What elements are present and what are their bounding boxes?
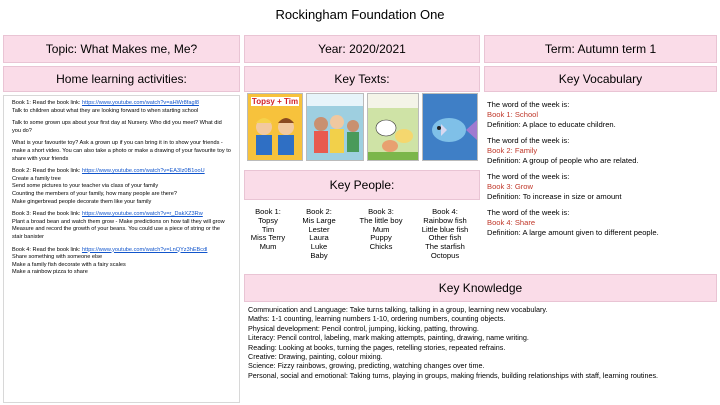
topic-label: Topic: What Makes me, Me? — [45, 42, 198, 56]
activity-book3 — [12, 211, 231, 241]
vocab-definition: Definition: To increase in size or amount — [487, 192, 622, 201]
vocab-word: Book 2: Family — [487, 146, 538, 155]
topic-box — [3, 35, 240, 63]
vocab-entry — [487, 100, 715, 130]
book-cover-family — [306, 93, 364, 161]
people-book-label: Book 1: — [255, 207, 281, 216]
people-book-label: Book 4: — [432, 207, 458, 216]
activity-text: Measure and record the growth of your beans. You could use a piece of string or the stair banister — [12, 226, 221, 240]
cover-illustration — [423, 94, 478, 161]
activity-text: Book 4: Read the book link: — [12, 246, 82, 253]
person-name: Baby — [310, 250, 328, 260]
knowledge-line: Communication and Language: Take turns talking, talking in a group, learning new vocabulary. — [248, 305, 548, 314]
people-book4 — [412, 208, 478, 261]
vocab-intro: The word of the week is: — [487, 208, 570, 217]
knowledge-line: Literacy: Pencil control, labeling, mark making attempts, painting, drawing, name writing. — [248, 333, 529, 343]
year-box — [244, 35, 480, 63]
activity-text: Book 2: Read the book link: — [12, 168, 82, 175]
vocab-intro: The word of the week is: — [487, 172, 570, 181]
person-name: Tim — [261, 224, 275, 234]
person-name: Lester — [308, 224, 330, 234]
key-vocabulary-heading: Key Vocabulary — [558, 72, 643, 86]
people-book-label: Book 2: — [306, 207, 332, 216]
key-people-heading-box — [244, 170, 480, 200]
person-name: Mum — [372, 224, 390, 234]
activity-text: Make a rainbow pizza to share — [12, 269, 88, 276]
activity-book1 — [12, 100, 231, 115]
person-name: The little boy — [359, 215, 403, 225]
activity-favourite-toy — [12, 140, 231, 163]
activity-text: Talk to some grown ups about your first day at Nursery. Who did you meet? What did you do? — [12, 120, 222, 134]
people-book1 — [246, 208, 290, 252]
cover-title: Topsy + Tim — [251, 97, 299, 106]
person-name: Mis Large — [302, 215, 336, 225]
book-cover-topsy-tim — [247, 93, 303, 161]
vocab-word: Book 1: School — [487, 110, 539, 119]
activity-text: Share something with someone else — [12, 254, 103, 261]
person-name: Topsy — [258, 215, 278, 225]
activity-text: Make a family fish decorate with a fairy scales — [12, 261, 126, 268]
knowledge-line: Reading: Looking at books, turning the pages, retelling stories, repeated refrains. — [248, 342, 506, 352]
key-people-heading: Key People: — [329, 178, 395, 192]
person-name: Other fish — [428, 233, 462, 243]
cover-illustration — [307, 94, 364, 161]
people-book-label: Book 3: — [368, 207, 394, 216]
vocab-definition: Definition: A large amount given to different people. — [487, 228, 659, 237]
person-name: Mum — [259, 242, 277, 252]
activity-text: Book 1: Read the book link: — [12, 100, 82, 106]
vocab-definition: Definition: A group of people who are related. — [487, 156, 639, 165]
home-learning-heading-box — [3, 66, 240, 92]
activity-text: Counting the members of your family, how many people are there? — [12, 190, 177, 197]
page-title: Rockingham Foundation One — [275, 7, 445, 22]
key-knowledge-heading: Key Knowledge — [438, 281, 523, 295]
key-knowledge-heading-box — [244, 274, 717, 302]
activity-book4 — [12, 247, 231, 277]
book3-video-link[interactable]: https://www.youtube.com/watch?v=r_DakXZ3Rw — [81, 211, 203, 218]
book4-video-link[interactable]: https://www.youtube.com/watch?v=LnQYz3hEBcdl — [81, 246, 208, 253]
book-cover-grow — [367, 93, 419, 161]
activity-text: Book 3: Read the book link: — [12, 211, 82, 218]
home-learning-panel — [3, 95, 240, 403]
vocab-word: Book 4: Share — [487, 218, 536, 227]
activity-text: Make gingerbread people decorate them like your family — [12, 198, 152, 205]
key-texts-heading-box — [244, 66, 480, 92]
vocab-entry — [487, 136, 715, 166]
person-name: Chicks — [369, 242, 393, 252]
knowledge-line: Creative: Drawing, painting, colour mixing. — [248, 352, 383, 362]
key-knowledge-panel — [248, 305, 716, 403]
term-box — [484, 35, 717, 63]
vocab-entry — [487, 172, 715, 202]
year-label: Year: 2020/2021 — [318, 42, 406, 56]
person-name: Laura — [309, 233, 329, 243]
person-name: Octopus — [430, 250, 460, 260]
people-book2 — [292, 208, 346, 261]
activity-text: Create a family tree — [12, 175, 61, 182]
activity-first-day — [12, 120, 231, 135]
person-name: Luke — [310, 242, 328, 252]
person-name: Puppy — [370, 233, 392, 243]
book-cover-rainbow-fish — [422, 93, 478, 161]
activity-text: Send some pictures to your teacher via class of your family — [12, 183, 159, 190]
person-name: The starfish — [425, 242, 465, 252]
vocab-definition: Definition: A place to educate children. — [487, 120, 616, 129]
cover-illustration — [368, 94, 419, 161]
book2-video-link[interactable]: https://www.youtube.com/watch?v=EA3Iz0B1ooU — [81, 168, 205, 175]
key-vocabulary-heading-box — [484, 66, 717, 92]
activity-book2 — [12, 168, 231, 206]
key-vocabulary-panel — [485, 96, 717, 268]
person-name: Rainbow fish — [423, 215, 467, 225]
vocab-word: Book 3: Grow — [487, 182, 534, 191]
vocab-intro: The word of the week is: — [487, 136, 570, 145]
vocab-intro: The word of the week is: — [487, 100, 570, 109]
vocab-entry — [487, 208, 715, 238]
people-book3 — [350, 208, 412, 252]
activity-text: Talk to children about what they are looking forward to when starting school — [12, 107, 199, 114]
key-texts-heading: Key Texts: — [334, 72, 390, 86]
home-learning-heading: Home learning activities: — [56, 72, 187, 86]
knowledge-line: Physical development: Pencil control, jumping, kicking, patting, throwing. — [248, 323, 479, 333]
person-name: Miss Terry — [250, 233, 286, 243]
book1-video-link[interactable]: https://www.youtube.com/watch?v=aHWr8fagl8 — [81, 100, 199, 106]
knowledge-line: Maths: 1-1 counting, learning numbers 1-10, ordering numbers, counting objects. — [248, 314, 506, 324]
term-label: Term: Autumn term 1 — [544, 42, 657, 56]
activity-text: Plant a broad bean and watch them grow - Make predictions on how tall they will grow — [12, 218, 225, 225]
knowledge-line: Personal, social and emotional: Taking turns, playing in groups, making friends, building relationships with staff, learning routines. — [248, 370, 659, 380]
cover-illustration — [248, 109, 302, 157]
activity-text: What is your favourite toy? Ask a grown up if you can bring it in to show your friends - make a short video. You can also take a photo or make a drawing of your favourite toy to share with your friends — [12, 140, 231, 162]
person-name: Little blue fish — [421, 224, 469, 234]
knowledge-line: Science: Fizzy rainbows, growing, predicting, watching changes over time. — [248, 361, 485, 371]
